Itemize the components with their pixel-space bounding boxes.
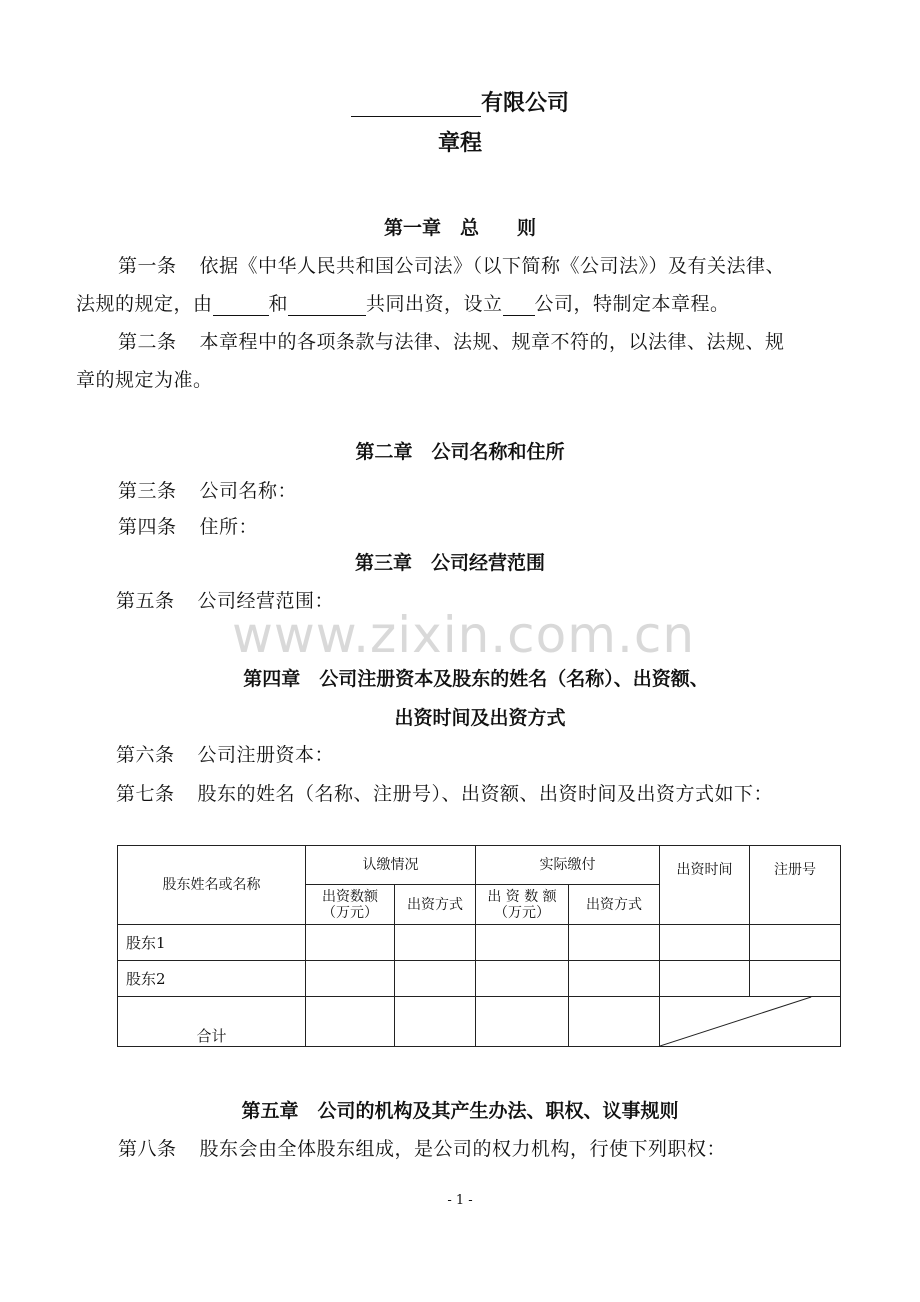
company-blank [503, 295, 535, 316]
article2-line1 [118, 327, 785, 354]
document-title [0, 86, 920, 117]
table-row [118, 961, 841, 997]
article5-label: 第五条 [116, 590, 175, 612]
subscribed-amount-line2: （万元） [322, 904, 378, 921]
table-cell [476, 925, 569, 961]
table-row [118, 925, 841, 961]
total-label: 合计 [118, 997, 306, 1047]
table-cell [569, 925, 660, 961]
table-cell [569, 997, 660, 1047]
table-cell [660, 925, 750, 961]
page-number: - 1 - [447, 1193, 473, 1208]
title-suffix: 有限公司 [480, 91, 569, 116]
chapter4-heading-line1: 第四章 公司注册资本及股东的姓名（名称）、出资额、 [243, 668, 709, 690]
header-shareholder-name: 股东姓名或名称 [118, 846, 306, 925]
header-registration-no: 注册号 [750, 846, 841, 925]
article6-text: 公司注册资本： [197, 744, 335, 766]
table-cell [476, 997, 569, 1047]
article8 [118, 1134, 726, 1161]
table-cell [395, 925, 476, 961]
article2-line2: 章的规定为准。 [76, 369, 213, 391]
article7-text: 股东的姓名（名称、注册号）、出资额、出资时间及出资方式如下： [197, 783, 774, 805]
article1-text2a: 法规的规定，由 [76, 293, 213, 315]
article7-label: 第七条 [116, 783, 175, 805]
table-cell [306, 997, 395, 1047]
article6 [116, 740, 334, 767]
chapter1-heading: 第一章 总 则 [383, 217, 536, 239]
article3 [118, 476, 297, 503]
article1-label: 第一条 [118, 255, 177, 277]
chapter3-heading: 第三章 公司经营范围 [354, 552, 545, 574]
article4 [118, 512, 258, 539]
table-cell [395, 961, 476, 997]
chapter4-heading-line2: 出资时间及出资方式 [394, 707, 566, 729]
article1-text2c: 共同出资，设立 [366, 293, 503, 315]
table-cell [750, 925, 841, 961]
article2-label: 第二条 [118, 331, 177, 353]
header-subscribed-method: 出资方式 [395, 885, 476, 925]
article8-label: 第八条 [118, 1138, 177, 1160]
header-contribution-time: 出资时间 [660, 846, 750, 925]
article2-text1: 本章程中的各项条款与法律、法规、规章不符的，以法律、法规、规 [199, 331, 785, 353]
article4-text: 住所： [199, 516, 259, 538]
document-subtitle: 章程 [437, 131, 482, 156]
article3-text: 公司名称： [199, 480, 298, 502]
diagonal-line [660, 997, 840, 1046]
article6-label: 第六条 [116, 744, 175, 766]
table-cell [569, 961, 660, 997]
header-subscribed: 认缴情况 [306, 846, 476, 885]
paid-amount-line2: （万元） [494, 904, 550, 921]
article1-line1 [118, 251, 785, 278]
subscribed-amount-line1: 出资数额 [322, 888, 378, 905]
table-total-row [118, 997, 841, 1047]
article3-label: 第三条 [118, 480, 177, 502]
article1-text2d: 公司，特制定本章程。 [534, 293, 730, 315]
article7 [116, 779, 773, 806]
shareholder-1-name: 股东1 [118, 925, 306, 961]
table-cell [660, 961, 750, 997]
article1-text2b: 和 [268, 293, 289, 315]
shareholder-a-blank [213, 295, 269, 316]
article1-text1: 依据《中华人民共和国公司法》（以下简称《公司法》）及有关法律、 [199, 255, 786, 277]
article8-text: 股东会由全体股东组成，是公司的权力机构，行使下列职权： [199, 1138, 727, 1160]
shareholder-b-blank [288, 295, 366, 316]
header-paid: 实际缴付 [476, 846, 660, 885]
company-name-blank [351, 93, 481, 117]
total-diagonal-cell [660, 997, 841, 1047]
table-cell [306, 925, 395, 961]
shareholder-2-name: 股东2 [118, 961, 306, 997]
table-cell [395, 997, 476, 1047]
article5-text: 公司经营范围： [197, 590, 335, 612]
table-cell [750, 961, 841, 997]
header-paid-method: 出资方式 [569, 885, 660, 925]
article4-label: 第四条 [118, 516, 177, 538]
header-paid-amount [476, 885, 569, 925]
table-cell [476, 961, 569, 997]
watermark: www.zixin.com.cn [232, 606, 696, 664]
chapter2-heading: 第二章 公司名称和住所 [355, 441, 565, 463]
chapter5-heading: 第五章 公司的机构及其产生办法、职权、议事规则 [241, 1100, 679, 1122]
shareholder-table [117, 845, 841, 1047]
article1-line2 [76, 289, 730, 316]
table-cell [306, 961, 395, 997]
header-subscribed-amount [306, 885, 395, 925]
paid-amount-line1: 出 资 数 额 [487, 888, 557, 905]
